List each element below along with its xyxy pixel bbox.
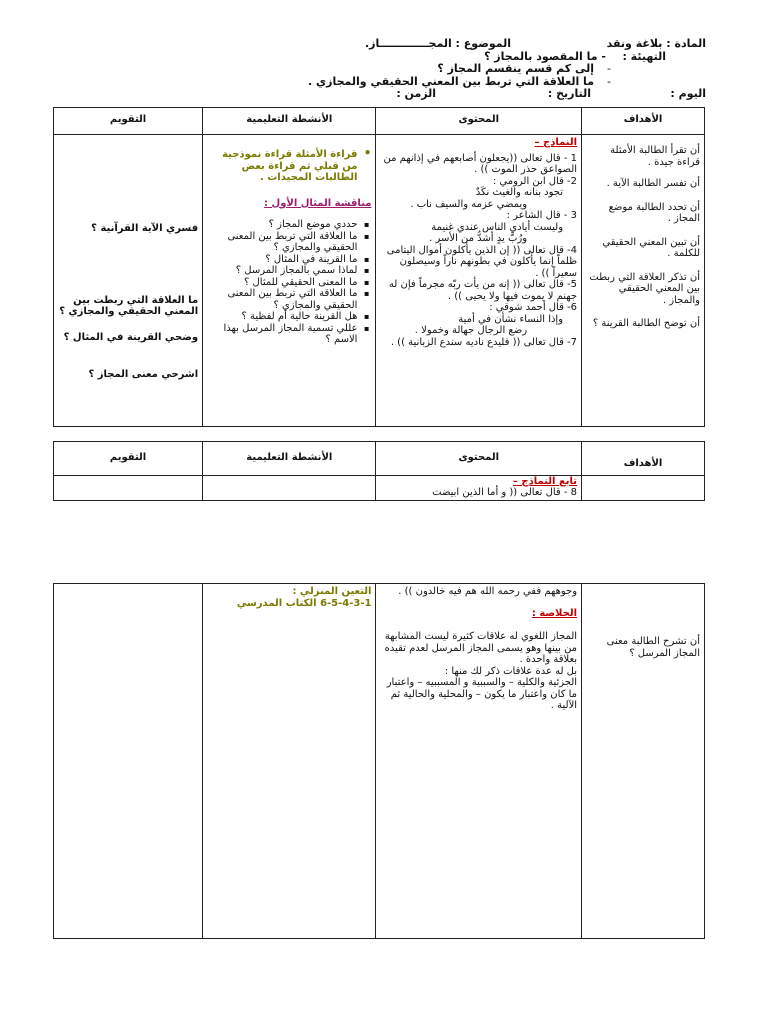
header-goals: الأهداف bbox=[582, 108, 705, 135]
homework-title: التعين المنزلي : bbox=[292, 586, 372, 597]
summary-line: الجزئية والكلية – والسببية و المسببيه – واعتبار ما كان واعتبار ما يكون – والمحلية والحالية ثم الآلية . bbox=[386, 677, 578, 711]
lesson-table-1 bbox=[53, 107, 705, 427]
evaluation-question: ما العلاقة التي ربطت بين المعني الحقيقي والمجازي ؟ bbox=[59, 294, 199, 317]
intro-label: التهيئة : bbox=[622, 49, 666, 63]
lesson-table-3 bbox=[53, 583, 705, 939]
activity-intro: • قراءة الأمثلة قراءة نموذجية من قبلي ثم قراءة بعض الطالبات المجيدات . bbox=[207, 149, 371, 184]
activities-cell bbox=[203, 476, 376, 501]
goal-item: أن تقرأ الطالبة الأمثلة قراءة جيدة . bbox=[610, 145, 700, 168]
content-line: 2- قال ابن الرومي : bbox=[492, 175, 578, 187]
header-evaluation: التقويم bbox=[54, 108, 203, 135]
activities-cell bbox=[203, 135, 376, 427]
activity-item: ▪ ما العلاقة التي تربط بين المعنى الحقيقي والمجازي ؟ bbox=[207, 288, 357, 311]
content-line: تجود بنانه والغيث نكَدٌ bbox=[475, 187, 564, 198]
activity-item: ▪ حددي موضع المجاز ؟ bbox=[207, 219, 357, 231]
header-evaluation: التقويم bbox=[54, 442, 203, 476]
content-line: رضع الرجال جهالة وخمولا . bbox=[414, 325, 528, 336]
header-goals: الأهداف bbox=[582, 442, 705, 476]
activity-list bbox=[207, 219, 371, 346]
goal-item: أن توضح الطالبة القرينة ؟ bbox=[592, 318, 700, 329]
goal-item: أن تذكر العلاقة التي ربطت بين المعني الحقيقي والمجاز . bbox=[589, 271, 700, 306]
content-line: وجوههم ففي رحمه الله هم فيه خالدون )) . bbox=[398, 586, 578, 597]
content-line: 6- قال أحمد شوقي : bbox=[489, 302, 578, 313]
header-activities: الأنشطة التعليمية bbox=[203, 108, 376, 135]
activity-item: ▪ ما المعنى الحقيقي للمثال ؟ bbox=[207, 277, 357, 289]
activity-item: ▪ ما العلاقة التي تربط بين المعنى الحقيقي والمجازي ؟ bbox=[207, 231, 357, 254]
activity-title: مناقشة المثال الأول : bbox=[264, 197, 372, 209]
content-line: 3 - قال الشاعر : bbox=[506, 210, 578, 221]
goal-item: أن تفسر الطالبة الآية . bbox=[606, 178, 700, 189]
intro-question-1: - ما المقصود بالمجاز ؟ bbox=[484, 49, 606, 63]
content-title: النماذج – bbox=[534, 137, 578, 148]
content-line: ويمضي عزمه والسيف ناب . bbox=[410, 198, 528, 210]
evaluation-question: فسري الآية القرآنية ؟ bbox=[91, 223, 199, 234]
header-activities: الأنشطة التعليمية bbox=[203, 442, 376, 476]
day-label: اليوم : bbox=[670, 87, 706, 100]
evaluation-cell bbox=[54, 476, 203, 501]
summary-line: المجاز اللغوي له علاقات كثيرة ليست المشابهة من بينها وهو يسمى المجاز المرسل لعدم تقيده بعلاقة واحدة . bbox=[384, 631, 578, 665]
intro-question-2: إلى كم قسم ينقسم المجاز ؟ bbox=[437, 62, 594, 75]
activities-cell bbox=[203, 584, 376, 939]
content-cell bbox=[376, 135, 582, 427]
lesson-table-2 bbox=[53, 441, 705, 501]
evaluation-cell bbox=[54, 584, 203, 939]
activity-item: ▪ هل القرينة حالية أم لفظية ؟ bbox=[207, 311, 357, 323]
activity-item: ▪ ما القرينة في المثال ؟ bbox=[207, 254, 357, 266]
subject-label: المادة : بلاغة ونقد bbox=[606, 37, 706, 50]
evaluation-cell bbox=[54, 135, 203, 427]
content-line: وإذا النساء نشأن في أمية bbox=[458, 313, 564, 325]
goal-item: أن تبين المعني الحقيقي للكلمة . bbox=[602, 236, 700, 259]
content-line: 1 - قال تعالى ((يجعلون أصابعهم في إذانهم من الصواعق حذر الموت )) . bbox=[383, 152, 578, 175]
summary-title: الخلاصة : bbox=[531, 607, 578, 619]
content-line: 5- قال تعالى (( إنه من يأت ربّه مجرماً فإن له جهنم لا يموت فيها ولا يحيى )) . bbox=[388, 279, 578, 302]
activity-item: ▪ لماذا سمي بالمجاز المرسل ؟ bbox=[207, 265, 357, 277]
content-line: وليست أيادي الناس عندي غنيمة bbox=[431, 221, 564, 233]
content-cell bbox=[376, 584, 582, 939]
content-line: 4- قال تعالى (( إن الذين يأكلون أموال اليتامى ظلماً إنما يأكلون في بطونهم ناراً وسيصلون سعيراً )) . bbox=[386, 244, 578, 279]
content-cell bbox=[376, 476, 582, 501]
goal-item: أن تحدد الطالبة موضع المجاز . bbox=[608, 201, 700, 224]
homework-text: 6-5-4-3-1 الكتاب المدرسي bbox=[236, 597, 372, 609]
evaluation-question: اشرحي معنى المجاز ؟ bbox=[88, 369, 199, 380]
activity-item: ▪ عللي تسمية المجاز المرسل بهذا الاسم ؟ bbox=[207, 323, 357, 346]
goal-item: أن تشرح الطالبة معنى المجاز المرسل ؟ bbox=[606, 636, 700, 659]
goals-cell bbox=[582, 476, 705, 501]
goals-cell bbox=[582, 584, 705, 939]
content-line: ورُبَّ يدٍ أشدُّ من الأسر . bbox=[429, 233, 528, 244]
goals-cell bbox=[582, 135, 705, 427]
header-content: المحتوى bbox=[376, 108, 582, 135]
lesson-header: المادة : بلاغة ونقد الموضوع : المجـــــــــــــاز. التهيئة : - ما المقصود بالمجاز ؟ - إلى كم قسم ينقسم المجاز ؟ - ما العلاقة التي تربط بين المعني الحقيقي والمجازي . اليوم : التاريخ : الزمن : bbox=[308, 37, 706, 100]
header-content: المحتوى bbox=[376, 442, 582, 476]
summary-line: بل له عدة علاقات ذكر لك منها : bbox=[444, 665, 578, 677]
content-line: 7- قال تعالى (( فليدع ناديه سندع الزبانية )) . bbox=[390, 336, 578, 348]
evaluation-question: وضحي القرينة في المثال ؟ bbox=[63, 331, 199, 343]
date-label: التاريخ : bbox=[547, 87, 591, 100]
time-label: الزمن : bbox=[396, 87, 436, 100]
content-line: 8 - قال تعالى (( و أما الذين ابيضت bbox=[432, 487, 578, 498]
intro-question-3: ما العلاقة التي تربط بين المعني الحقيقي والمجازي . bbox=[308, 74, 594, 88]
topic-label: الموضوع : المجـــــــــــــاز. bbox=[365, 37, 511, 50]
content-title: تابع النماذج – bbox=[512, 476, 578, 487]
